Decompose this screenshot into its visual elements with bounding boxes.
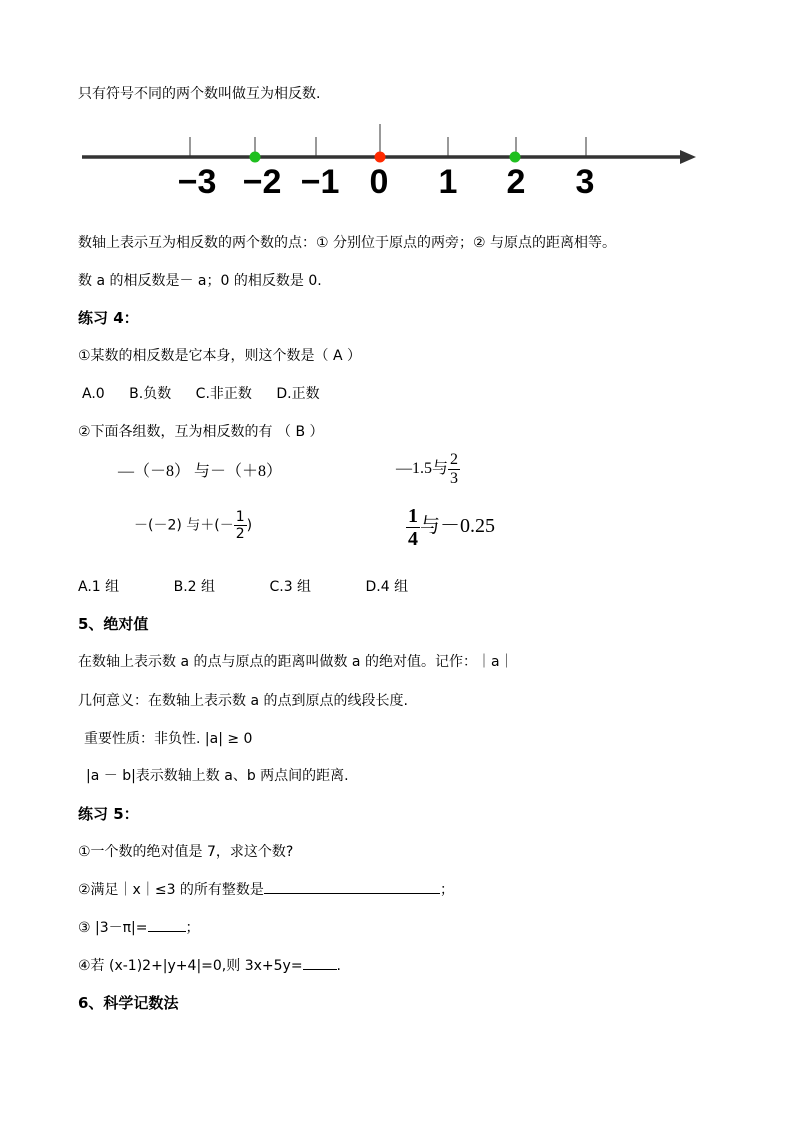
- pair2-numerator: 2: [450, 451, 459, 468]
- q1-option-b: B.负数: [129, 386, 172, 402]
- q2-answer-blank[interactable]: [264, 879, 440, 894]
- opposite-of-a-text: 数 a 的相反数是－ a；0 的相反数是 0.: [78, 273, 322, 289]
- q3-answer-blank[interactable]: [148, 917, 186, 932]
- pair4-right: 与－0.25: [420, 515, 495, 538]
- exercise5-q3: [78, 917, 200, 937]
- abs-geometric-meaning: 几何意义：在数轴上表示数 a 的点到原点的线段长度.: [78, 693, 408, 709]
- label-neg3: −3: [177, 163, 217, 198]
- exercise5-heading: 练习 5：: [78, 805, 139, 823]
- pair3-numerator: 1: [235, 509, 245, 525]
- q3-tail: ；: [185, 920, 200, 936]
- exercise5-q1: ①一个数的绝对值是 7，求这个数?: [78, 844, 294, 860]
- exercise4-q2-options: [78, 576, 408, 596]
- point-neg2: [250, 152, 261, 163]
- pair1: —（－8） 与－（＋8）: [118, 463, 283, 480]
- label-2: 2: [506, 163, 526, 198]
- exercise5-q4: [78, 955, 341, 975]
- abs-property: 重要性质：非负性. |a| ≥ 0: [84, 731, 253, 747]
- point-origin: [375, 152, 386, 163]
- abs-definition: 在数轴上表示数 a 的点与原点的距离叫做数 a 的绝对值。记作：｜a｜: [78, 654, 514, 670]
- q4-text: ④若 (x-1)2+|y+4|=0,则 3x+5y=: [78, 958, 303, 974]
- label-neg2: −2: [242, 163, 282, 198]
- q1-option-c: C.非正数: [195, 386, 252, 402]
- intro-text: 只有符号不同的两个数叫做互为相反数.: [78, 86, 321, 102]
- exercise4-q1: ①某数的相反数是它本身，则这个数是（ A ）: [78, 348, 362, 364]
- pair3: [134, 510, 252, 541]
- q2-option-d: D.4 组: [365, 579, 409, 595]
- exercise4-q2: ②下面各组数，互为相反数的有 （ B ）: [78, 424, 324, 440]
- pair3-denominator: 2: [235, 526, 245, 542]
- pair4-fraction: [406, 506, 420, 549]
- label-3: 3: [575, 163, 595, 198]
- pair2-denominator: 3: [450, 470, 459, 487]
- exercise4-heading: 练习 4：: [78, 309, 139, 327]
- pair2-fraction: [448, 452, 460, 487]
- q1-option-a: A.0: [82, 386, 105, 402]
- label-1: 1: [438, 163, 458, 198]
- pair4-numerator: 1: [408, 505, 418, 527]
- opposite-points-text: 数轴上表示互为相反数的两个数的点：① 分别位于原点的两旁；② 与原点的距离相等。: [78, 235, 616, 251]
- pair4-denominator: 4: [408, 528, 418, 550]
- pair3-left: －(－2) 与＋(－: [134, 517, 234, 534]
- abs-distance: |a － b|表示数轴上数 a、b 两点间的距离.: [86, 768, 349, 784]
- q2-text: ②满足｜x｜≤3 的所有整数是: [78, 882, 264, 898]
- q2-option-b: B.2 组: [173, 579, 216, 595]
- q2-tail: ；: [439, 882, 454, 898]
- exercise5-q2: [78, 879, 454, 899]
- pair4: [406, 506, 495, 549]
- pair3-right: ): [246, 517, 253, 534]
- q4-answer-blank[interactable]: [303, 955, 337, 970]
- pair3-fraction: [234, 510, 247, 541]
- section6-heading: 6、科学记数法: [78, 994, 179, 1012]
- q1-option-d: D.正数: [276, 386, 320, 402]
- pair2: [396, 452, 460, 487]
- point-2: [510, 152, 521, 163]
- number-line: [0, 118, 794, 198]
- label-0: 0: [369, 163, 389, 198]
- q3-text: ③ |3－π|=: [78, 920, 148, 936]
- q4-tail: .: [336, 958, 341, 974]
- section5-heading: 5、绝对值: [78, 615, 149, 633]
- q2-option-a: A.1 组: [78, 579, 120, 595]
- label-neg1: −1: [300, 163, 340, 198]
- q2-option-c: C.3 组: [269, 579, 312, 595]
- number-line-arrow-icon: [680, 150, 696, 164]
- exercise4-q1-options: [82, 383, 320, 403]
- pair2-left: —1.5与: [396, 460, 449, 478]
